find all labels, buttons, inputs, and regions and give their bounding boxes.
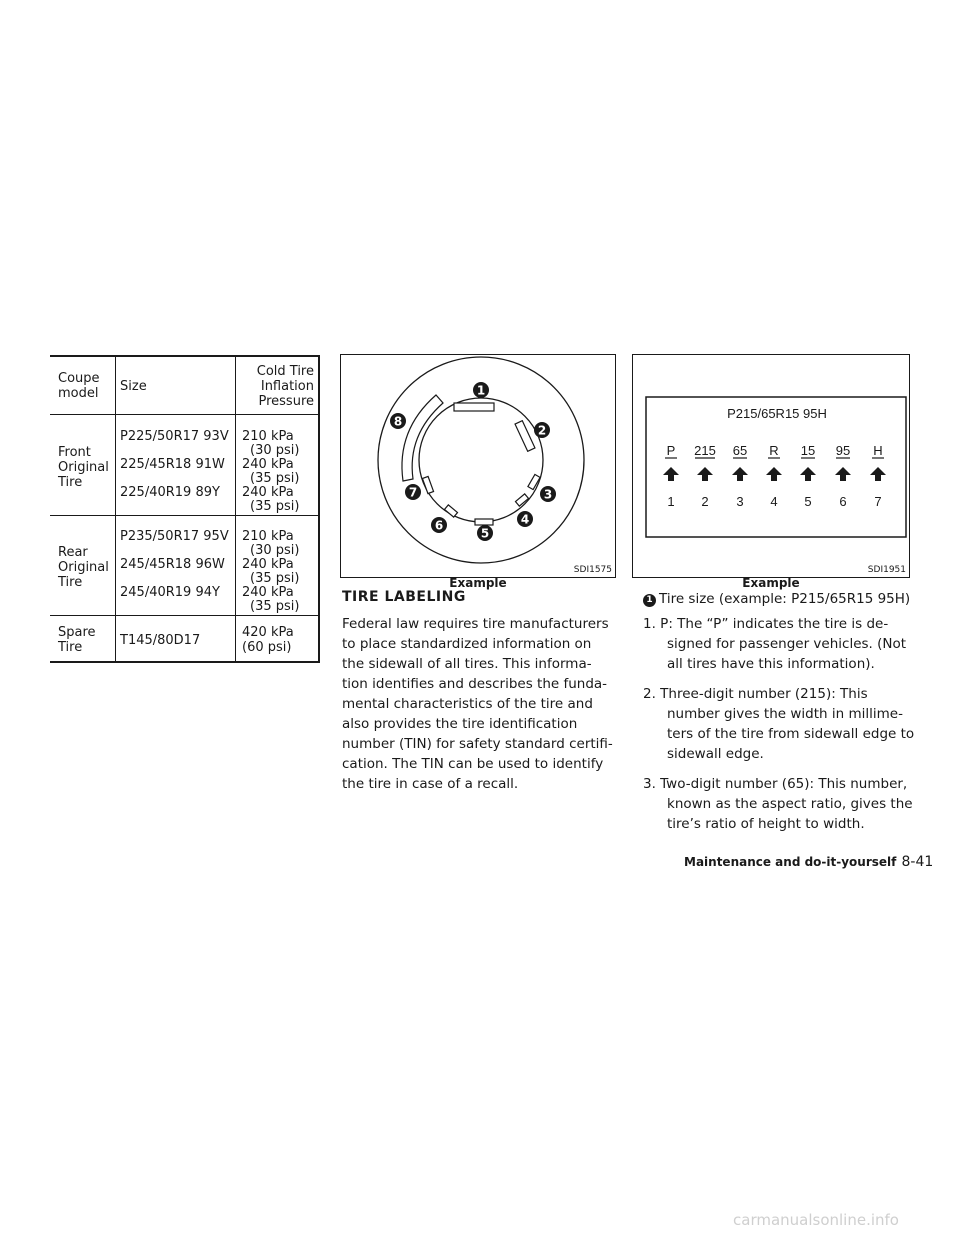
page-footer	[684, 851, 933, 870]
tire-sidewall-diagram	[341, 355, 615, 577]
list-item: 2. Three-digit number (215): This number gives the width in millime- ters of the tire from sidewall edge to sidewall edge.	[643, 686, 915, 762]
tire-size-diagram	[633, 355, 909, 577]
tire-code-label: P215/65R15 95H	[727, 406, 827, 421]
table-row-pressures: 420 kPa (60 psi)	[242, 625, 294, 655]
table-row-sizes: P235/50R17 95V 245/45R18 96W 245/40R19 94Y	[120, 529, 229, 600]
header-pressure: Cold Tire Inflation Pressure	[256, 364, 314, 409]
circled-number: 1	[643, 594, 656, 607]
arrow-up-icon	[800, 467, 816, 481]
tire-size-figure	[632, 354, 910, 578]
watermark: carmanualsonline.info	[733, 1211, 899, 1229]
marker-1: 1	[476, 383, 486, 398]
tire-sidewall-figure	[340, 354, 616, 578]
arrow-up-icon	[732, 467, 748, 481]
table-row-divider	[50, 615, 318, 616]
section-heading: TIRE LABELING	[342, 589, 466, 605]
marker-4: 4	[520, 512, 530, 527]
header-model: Coupe model	[58, 371, 100, 401]
list-item: 3. Two-digit number (65): This number, known as the aspect ratio, gives the tire’s ratio of height to width.	[643, 776, 913, 832]
figure-caption: Example	[742, 576, 800, 590]
arrow-up-icon	[870, 467, 886, 481]
tire-code-number: 1	[667, 494, 675, 509]
marker-8: 8	[393, 414, 403, 429]
tire-code-part: 65	[732, 443, 748, 458]
arrow-up-icon	[663, 467, 679, 481]
table-row-divider	[50, 515, 318, 516]
table-row-sizes: P225/50R17 93V 225/45R18 91W 225/40R19 89Y	[120, 429, 229, 500]
figure-caption: Example	[449, 576, 507, 590]
tire-code-part: 215	[694, 443, 716, 458]
footer-title: Maintenance and do-it-yourself	[684, 855, 897, 869]
tire-code-part: P	[666, 443, 676, 458]
arrow-up-icon	[766, 467, 782, 481]
table-row-label: Spare Tire	[58, 625, 96, 655]
marker-2: 2	[537, 423, 547, 438]
tire-pressure-table	[50, 355, 320, 663]
header-size: Size	[120, 379, 147, 394]
tire-code-number: 4	[770, 494, 778, 509]
tire-code-number: 3	[736, 494, 744, 509]
table-row-pressures: 210 kPa (30 psi) 240 kPa (35 psi) 240 kPa (35 psi)	[242, 529, 300, 614]
figure-code: SDI1575	[573, 565, 612, 575]
table-row-label: Rear Original Tire	[58, 545, 109, 590]
tire-code-part: 15	[800, 443, 816, 458]
page-number: 8-41	[901, 854, 934, 870]
tire-code-number: 6	[839, 494, 847, 509]
table-row-sizes: T145/80D17	[120, 633, 201, 648]
figure-code: SDI1951	[867, 565, 906, 575]
table-row-pressures: 210 kPa (30 psi) 240 kPa (35 psi) 240 kPa (35 psi)	[242, 429, 300, 514]
table-row-divider	[50, 414, 318, 415]
list-item: 1. P: The “P” indicates the tire is de- signed for passenger vehicles. (Not all tires have this information).	[643, 616, 907, 672]
arrow-up-icon	[835, 467, 851, 481]
marker-5: 5	[480, 526, 490, 541]
list-item-tire-size: 1 Tire size (example: P215/65R15 95H)	[643, 589, 910, 609]
tire-code-number: 5	[804, 494, 812, 509]
marker-7: 7	[408, 485, 418, 500]
tire-code-part: H	[873, 443, 883, 458]
tire-code-number: 2	[701, 494, 709, 509]
arrow-up-icon	[697, 467, 713, 481]
tire-code-part: R	[769, 443, 779, 458]
marker-6: 6	[434, 518, 444, 533]
marker-3: 3	[543, 487, 553, 502]
table-row-label: Front Original Tire	[58, 445, 109, 490]
tire-code-number: 7	[874, 494, 882, 509]
tire-code-part: 95	[835, 443, 851, 458]
section-paragraph: Federal law requires tire manufacturers to place standardized information on the sidewall of all tires. This informa- tion identifies and describes the funda- mental characteristics of the tire and also provides the tire identification number (TIN) for safety standard certifi- cation. The TIN can be used to identify the tire in case of a recall.	[342, 616, 613, 792]
